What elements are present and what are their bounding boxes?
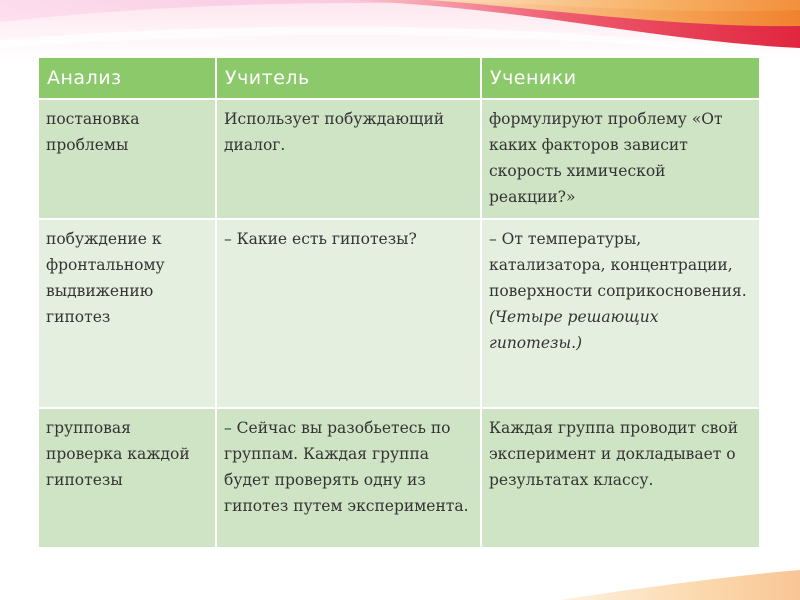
table-row: [39, 100, 759, 220]
cell-analysis: постановка проблемы: [39, 100, 217, 220]
table-row: [39, 220, 759, 409]
students-answer: – От температуры, катализатора, концентрации, поверхности соприкосновения.: [489, 230, 747, 300]
cell-teacher: Использует побуждающий диалог.: [217, 100, 482, 220]
cell-students: Каждая группа проводит свой эксперимент и докладывает о результатах классу.: [482, 409, 759, 549]
cell-analysis: побуждение к фронтальному выдвижению гипотез: [39, 220, 217, 409]
cell-students: формулируют проблему «От каких факторов зависит скорость химической реакции?»: [482, 100, 759, 220]
table-row: [39, 409, 759, 549]
cell-students: [482, 220, 759, 409]
cell-teacher: – Сейчас вы разобьетесь по группам. Каждая группа будет проверять одну из гипотез путем эксперимента.: [217, 409, 482, 549]
cell-analysis: групповая проверка каждой гипотезы: [39, 409, 217, 549]
table-header-row: [39, 58, 759, 100]
cell-teacher: – Какие есть гипотезы?: [217, 220, 482, 409]
lesson-analysis-table: [39, 58, 759, 549]
students-note: (Четыре решающих гипотезы.): [489, 308, 659, 352]
header-students: Ученики: [482, 58, 759, 100]
header-teacher: Учитель: [217, 58, 482, 100]
swoosh-bottom: [560, 570, 800, 600]
header-analysis: Анализ: [39, 58, 217, 100]
